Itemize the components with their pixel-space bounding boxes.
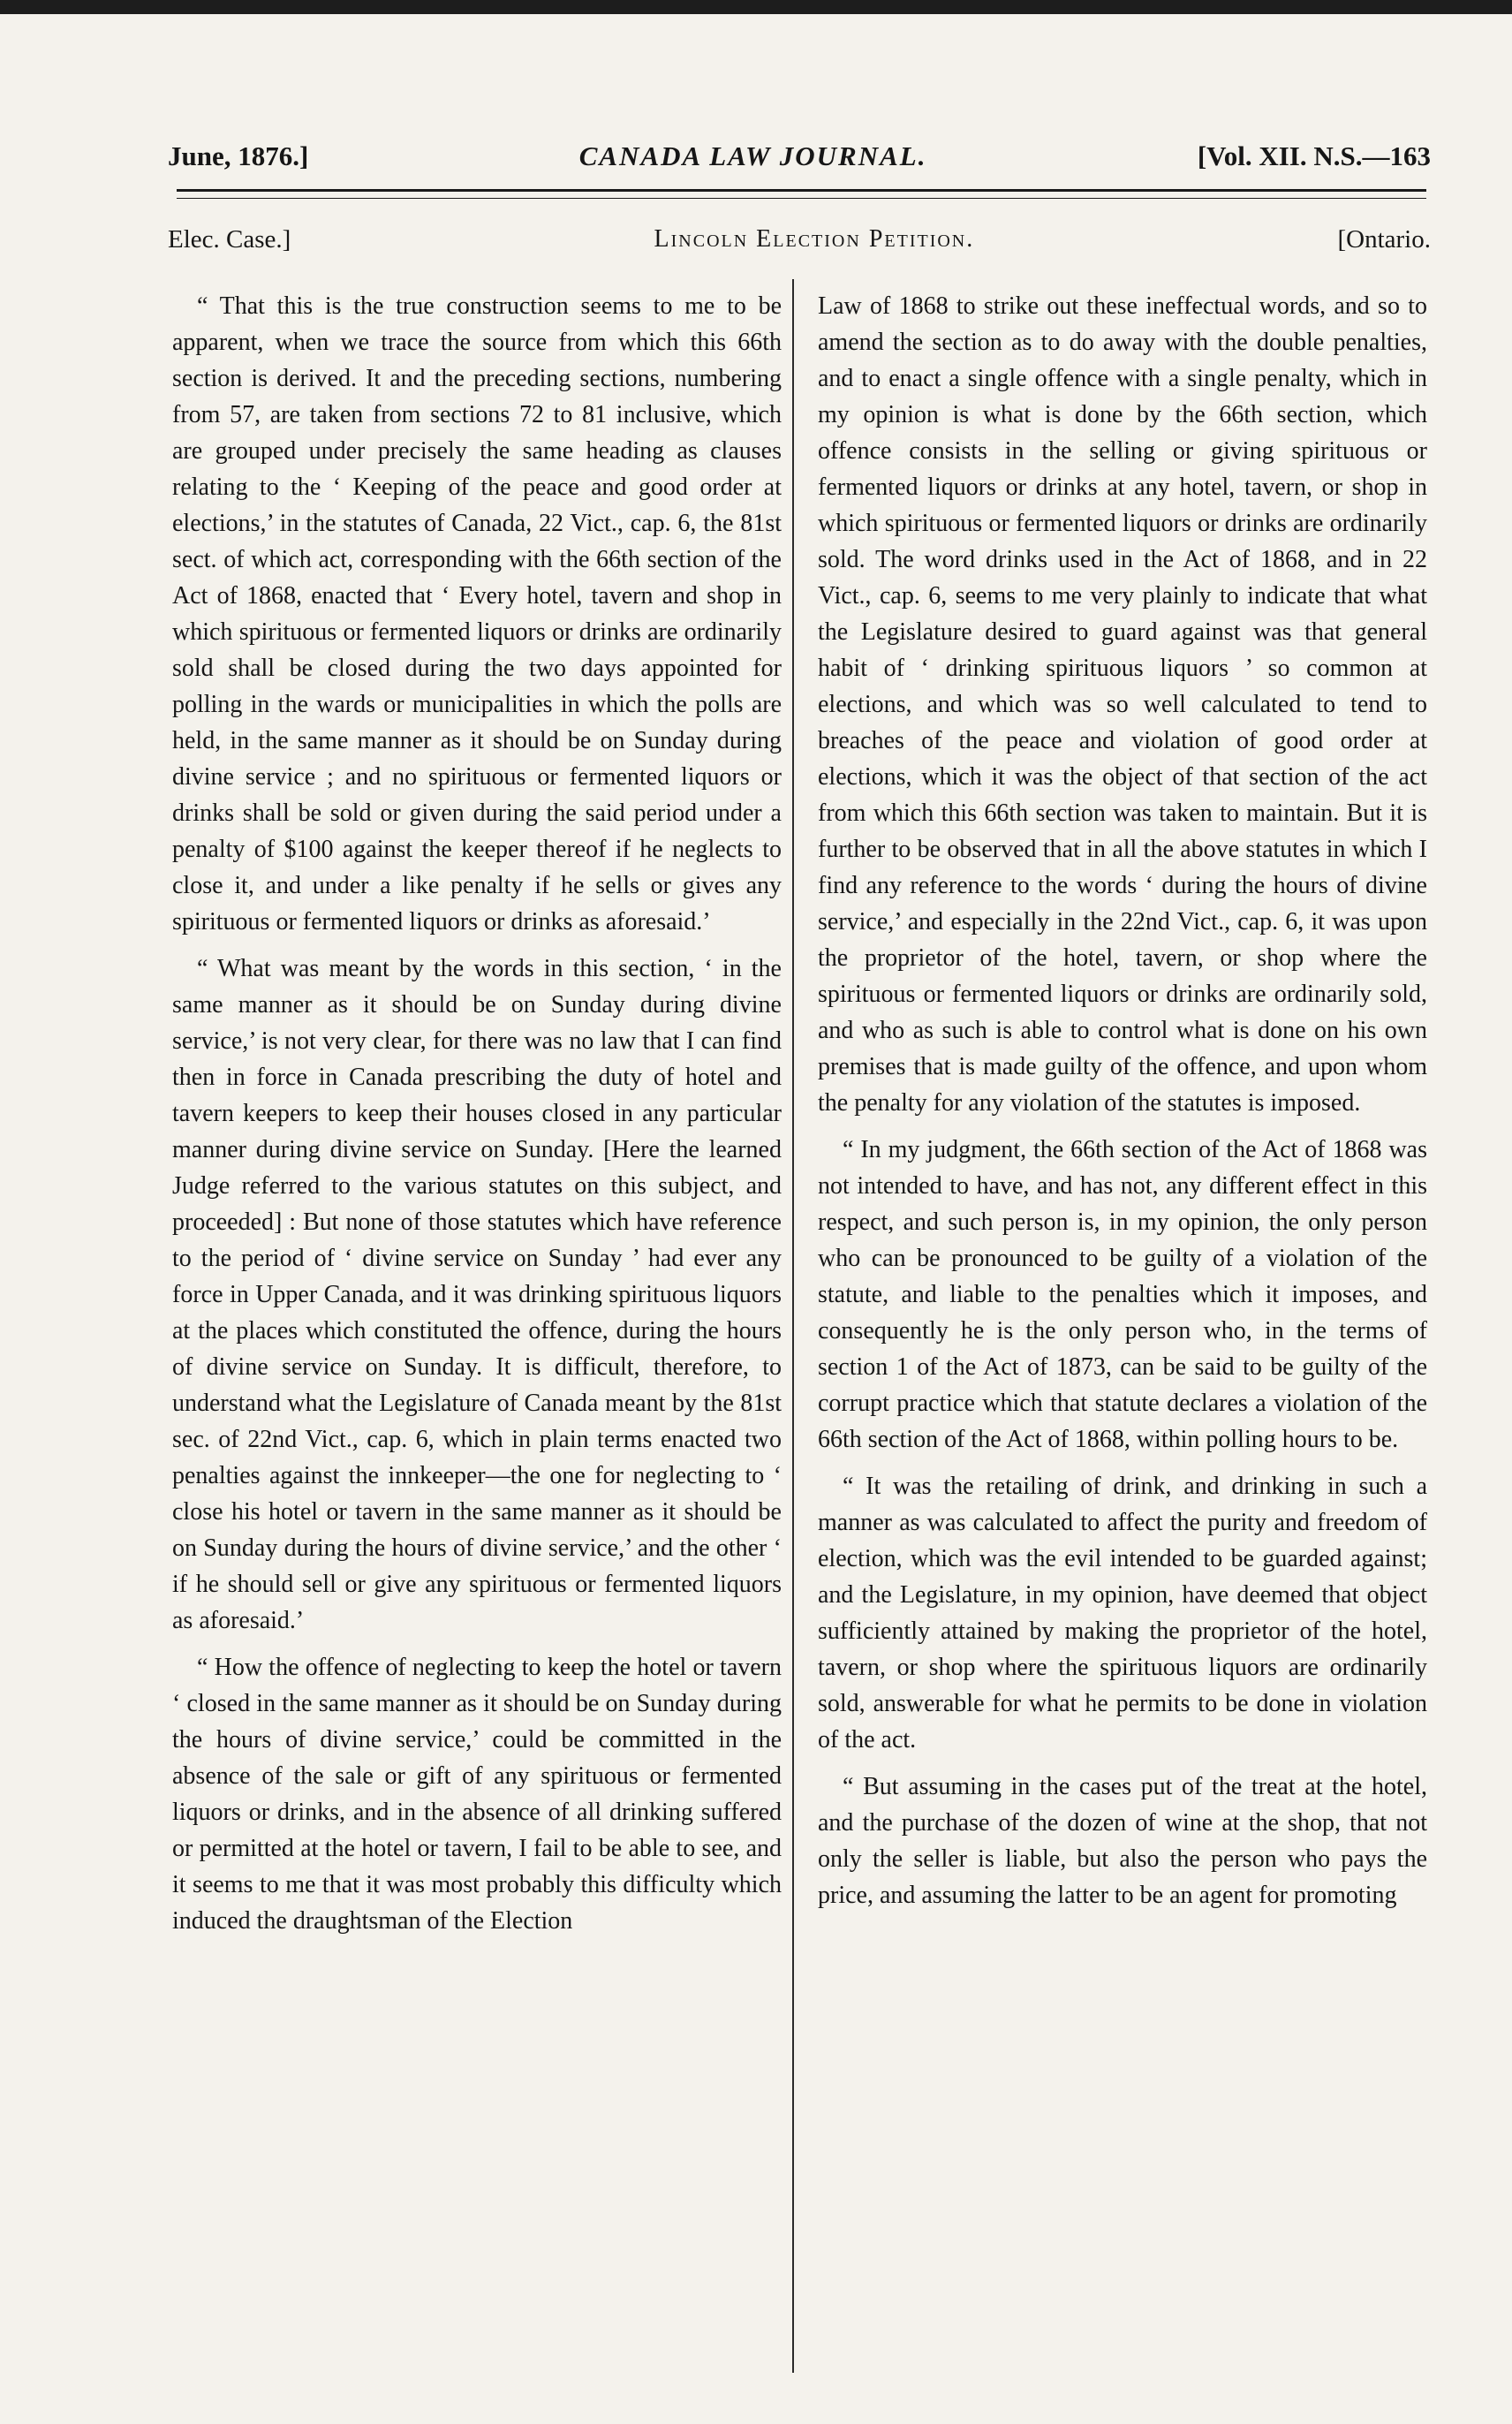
paragraph: “ In my judgment, the 66th section of the Act of 1868 was not intended to have, and has not, any different effect in this respect, and such person is, in my opinion, the only person who can be pronounced to be guilty of a violation of the statute, and liable to the penalties which it imposes, and consequently he is the only person who, in the terms of section 1 of the Act of 1873, can be said to be guilty of the corrupt practice which that statute declares a violation of the 66th section of the Act of 1868, within polling hours to be. [818,1136,1427,1453]
header-volume: [Vol. XII. N.S.—163 [1197,140,1431,171]
header-date: June, 1876.] [168,140,309,171]
header-rule-thick [177,189,1426,192]
header-journal-title: CANADA LAW JOURNAL. [578,140,927,171]
left-column [172,288,782,1950]
case-header [168,219,1431,260]
paragraph: “ What was meant by the words in this section, ‘ in the same manner as it should be on Sunday during divine service,’ is not very clear, for there was no law that I can find then in force in Canada prescribing the duty of hotel and tavern keepers to keep their houses closed in any particular manner during divine service on Sunday. [Here the learned Judge referred to the various statutes on this subject, and proceeded] : But none of those statutes which have reference to the period of ‘ divine service on Sunday ’ had ever any force in Upper Canada, and it was drinking spirituous liquors at the places which constituted the offence, during the hours of divine service on Sunday. It is difficult, therefore, to understand what the Legislature of Canada meant by the 81st sec. of 22nd Vict., cap. 6, which in plain terms enacted two penalties against the innkeeper—the one for neglecting to ‘ close his hotel or tavern in the same manner as it should be on Sunday during the hours of divine service,’ and the other ‘ if he should sell or give any spirituous or fermented liquors as aforesaid.’ [172,955,782,1634]
case-title: Lincoln Election Petition. [654,225,975,253]
column-divider [792,279,794,2373]
running-header [168,134,1431,178]
paragraph: Law of 1868 to strike out these ineffectual words, and so to amend the section as to do away with the double penalties, and to enact a single offence with a single penalty, which in my opinion is what is done by the 66th section, which offence consists in the selling or giving spirituous or fermented liquors or drinks at any hotel, tavern, or shop in which spirituous or fermented liquors or drinks are ordinarily sold. The word drinks used in the Act of 1868, and in 22 Vict., cap. 6, seems to me very plainly to indicate that what the Legislature desired to guard against was that general habit of ‘ drinking spirituous liquors ’ so common at elections, and which was so well calculated to tend to breaches of the peace and violation of good order at elections, which it was the object of that section of the act from which this 66th section was taken to maintain. But it is further to be observed that in all the above statutes in which I find any reference to the words ‘ during the hours of divine service,’ and especially in the 22nd Vict., cap. 6, it was upon the proprietor of the hotel, tavern, or shop where the spirituous or fermented liquors or drinks are ordinarily sold, and who as such is able to control what is done on his own premises that is made guilty of the offence, and upon whom the penalty for any violation of the statutes is imposed. [818,292,1427,1117]
paragraph: “ That this is the true construction seems to me to be apparent, when we trace the source from which this 66th section is derived. It and the preceding sections, numbering from 57, are taken from sections 72 to 81 inclusive, which are grouped under precisely the same heading as clauses relating to the ‘ Keeping of the peace and good order at elections,’ in the statutes of Canada, 22 Vict., cap. 6, the 81st sect. of which act, corresponding with the 66th section of the Act of 1868, enacted that ‘ Every hotel, tavern and shop in which spirituous or fermented liquors or drinks are ordinarily sold shall be closed during the two days appointed for polling in the wards or municipalities in which the polls are held, in the same manner as it should be on Sunday during divine service ; and no spirituous or fermented liquors or drinks shall be sold or given during the said period under a penalty of $100 against the keeper thereof if he neglects to close it, and under a like penalty if he sells or gives any spirituous or fermented liquors or drinks as aforesaid.’ [172,292,782,936]
header-rule-thin [177,198,1426,199]
paragraph: “ How the offence of neglecting to keep the hotel or tavern ‘ closed in the same manner as it should be on Sunday during the hours of divine service,’ could be committed in the absence of the sale or gift of any spirituous or fermented liquors or drinks, and in the absence of all drinking suffered or permitted at the hotel or tavern, I fail to be able to see, and it seems to me that it was most probably this difficulty which induced the draughtsman of the Election [172,1654,782,1935]
case-province: [Ontario. [1337,224,1431,254]
paragraph: “ But assuming in the cases put of the treat at the hotel, and the purchase of the dozen of wine at the shop, that not only the seller is liable, but also the person who pays the price, and assuming the latter to be an agent for promoting [818,1773,1427,1909]
paragraph: “ It was the retailing of drink, and drinking in such a manner as was calculated to affect the purity and freedom of election, which was the evil intended to be guarded against; and the Legislature, in my opinion, have deemed that object sufficiently attained by making the proprietor of the hotel, tavern, or shop where the spirituous liquors are ordinarily sold, answerable for what he permits to be done in violation of the act. [818,1473,1427,1754]
right-column [818,288,1427,1924]
scan-top-border [0,0,1512,14]
case-type: Elec. Case.] [168,224,291,254]
